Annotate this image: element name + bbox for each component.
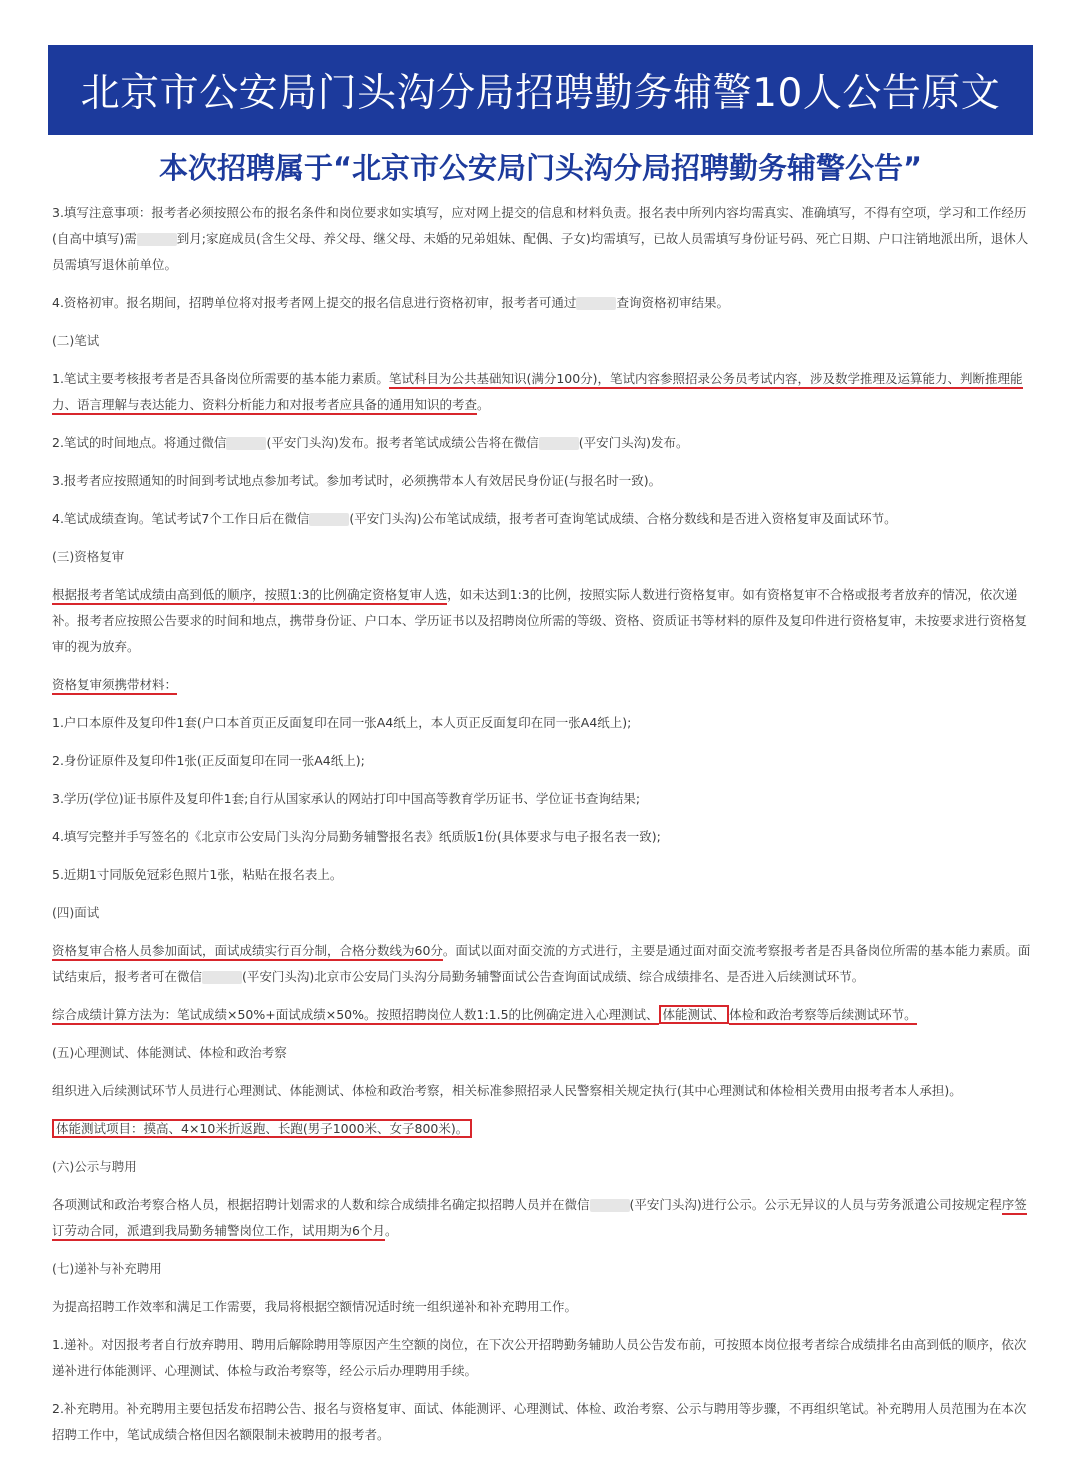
paragraph-supplement-0: 为提高招聘工作效率和满足工作需要，我局将根据空额情况适时统一组织递补和补充聘用工作。	[52, 1299, 578, 1314]
highlighted-text: 体检和政治考察等后续测试环节。	[729, 1007, 917, 1025]
text-run: 。	[384, 1223, 398, 1238]
text-run: 2.笔试的时间地点。将通过微信	[52, 435, 227, 450]
paragraph-review-1	[52, 582, 1032, 660]
text-run: (平安门头沟)进行公示。公示无异议的人员与劳务派遣公司按规定程	[629, 1197, 1002, 1212]
section-heading-written: (二)笔试	[52, 333, 100, 348]
redacted-block	[590, 1199, 630, 1212]
highlighted-text: 综合成绩计算方法为：笔试成绩×50%+面试成绩×50%。按照招聘岗位人数1:1.5的比例确定进入心理测试、	[52, 1007, 659, 1025]
paragraph-written-3: 3.报考者应按照通知的时间到考试地点参加考试。参加考试时，必须携带本人有效居民身份证(与报名时一致)。	[52, 473, 662, 488]
boxed-text: 体能测试、	[659, 1005, 730, 1024]
text-run: 。面试以面对面交流的方式进行，主要是通过面对面交流考察报考者是否具备岗位所需的基本能力素质。面试结束后，报考者可在微信	[52, 943, 1031, 984]
highlighted-text: 根据报考者笔试成绩由高到低的顺序，按照1:3的比例确定资格复审人选	[52, 587, 447, 605]
redacted-block	[226, 437, 266, 450]
highlighted-text: 笔试科目为公共基础知识(满分100分)，笔试内容参照招录公务员考试内容，涉及数学推理及运算能力、判断推理能力、语言理解与表达能力、资料分析能力和对报考者应具备的通用知识的考查	[52, 371, 1023, 415]
highlighted-text: 资格复审须携带材料：	[52, 677, 177, 695]
paragraph-supplement-1: 1.递补。对因报考者自行放弃聘用、聘用后解除聘用等原因产生空额的岗位，在下次公开招聘勤务辅助人员公告发布前，可按照本岗位报考者综合成绩排名由高到低的顺序，依次递补进行体能测评、心理测试、体检与政治考察等，经公示后办理聘用手续。	[52, 1337, 1027, 1378]
text-run: 查询资格初审结果。	[616, 295, 729, 310]
text-run: ，如未达到1:3的比例，按照实际人数进行资格复审。如有资格复审不合格或报考者放弃的情况，依次递补。报考者应按照公告要求的时间和地点，携带身份证、户口本、学历证书以及招聘岗位所需的等级、资格、资质证书等材料的原件及复印件进行资格复审，未按要求进行资格复审的视为放弃。	[52, 587, 1028, 654]
text-run: 各项测试和政治考察合格人员，根据招聘计划需求的人数和综合成绩排名确定拟招聘人员并在微信	[52, 1197, 590, 1212]
text-run: (平安门头沟)北京市公安局门头沟分局勤务辅警面试公告查询面试成绩、综合成绩排名、是否进入后续测试环节。	[242, 969, 865, 984]
material-item-1: 1.户口本原件及复印件1套(户口本首页正反面复印在同一张A4纸上，本人页正反面复印在同一张A4纸上);	[52, 715, 632, 730]
text-run: 。	[477, 397, 490, 412]
paragraph-written-2	[52, 430, 1032, 456]
highlighted-text: 序签订劳动合同，派遣到我局勤务辅警岗位工作，试用期为6个月	[52, 1197, 1027, 1241]
material-item-2: 2.身份证原件及复印件1张(正反面复印在同一张A4纸上);	[52, 753, 365, 768]
text-run: (平安门头沟)公布笔试成绩，报考者可查询笔试成绩、合格分数线和是否进入资格复审及面试环节。	[349, 511, 897, 526]
text-run: (平安门头沟)发布。	[578, 435, 689, 450]
paragraph-tests-1: 组织进入后续测试环节人员进行心理测试、体能测试、体检和政治考察，相关标准参照招录人民警察相关规定执行(其中心理测试和体检相关费用由报考者本人承担)。	[52, 1083, 962, 1098]
subtitle: 本次招聘属于“北京市公安局门头沟分局招聘勤务辅警公告”	[158, 151, 923, 185]
material-item-3: 3.学历(学位)证书原件及复印件1套;自行从国家承认的网站打印中国高等教育学历证书、学位证书查询结果;	[52, 791, 641, 806]
section-heading-review: (三)资格复审	[52, 549, 125, 564]
redacted-block	[202, 971, 242, 984]
text-run: 1.笔试主要考核报考者是否具备岗位所需要的基本能力素质。	[52, 371, 389, 386]
highlighted-text: 资格复审合格人员参加面试，面试成绩实行百分制，合格分数线为60分	[52, 943, 443, 961]
text-run: 4.笔试成绩查询。笔试考试7个工作日后在微信	[52, 511, 310, 526]
material-item-5: 5.近期1寸同版免冠彩色照片1张，粘贴在报名表上。	[52, 867, 343, 882]
redacted-block	[137, 233, 177, 246]
page-title: 北京市公安局门头沟分局招聘勤务辅警10人公告原文	[80, 71, 1001, 116]
section-heading-supplement: (七)递补与补充聘用	[52, 1261, 162, 1276]
paragraph-supplement-2: 2.补充聘用。补充聘用主要包括发布招聘公告、报名与资格复审、面试、体能测评、心理测试、体检、政治考察、公示与聘用等步骤，不再组织笔试。补充聘用人员范围为在本次招聘工作中，笔试成绩合格但因名额限制未被聘用的报考者。	[52, 1401, 1027, 1442]
redacted-block	[539, 437, 579, 450]
material-item-4: 4.填写完整并手写签名的《北京市公安局门头沟分局勤务辅警报名表》纸质版1份(具体要求与电子报名表一致);	[52, 829, 661, 844]
paragraph-review-materials-label	[52, 672, 1032, 698]
section-heading-hire: (六)公示与聘用	[52, 1159, 137, 1174]
text-run: (平安门头沟)发布。报考者笔试成绩公告将在微信	[266, 435, 539, 450]
paragraph-tests-2	[52, 1116, 1032, 1142]
paragraph-hire-1	[52, 1192, 1032, 1244]
boxed-text: 体能测试项目：摸高、4×10米折返跑、长跑(男子1000米、女子800米)。	[52, 1119, 472, 1138]
paragraph-interview-2	[52, 1002, 1032, 1028]
text-run: 到月;家庭成员(含生父母、养父母、继父母、未婚的兄弟姐妹、配偶、子女)均需填写，已故人员需填写身份证号码、死亡日期、户口注销地派出所，退休人员需填写退休前单位。	[52, 231, 1029, 272]
text-run: 4.资格初审。报名期间，招聘单位将对报考者网上提交的报名信息进行资格初审，报考者可通过	[52, 295, 577, 310]
paragraph-written-4	[52, 506, 1032, 532]
text-run: 3.填写注意事项：报考者必须按照公布的报名条件和岗位要求如实填写，应对网上提交的信息和材料负责。报名表中所列内容均需真实、准确填写，不得有空项，学习和工作经历(自高中填写)需	[52, 205, 1027, 246]
paragraph-written-1	[52, 366, 1032, 418]
paragraph-fill-notes	[52, 200, 1032, 278]
redacted-block	[576, 297, 616, 310]
document-body	[52, 200, 1032, 1460]
title-banner	[48, 45, 1033, 135]
section-heading-interview: (四)面试	[52, 905, 100, 920]
section-heading-tests: (五)心理测试、体能测试、体检和政治考察	[52, 1045, 287, 1060]
paragraph-initial-check	[52, 290, 1032, 316]
paragraph-interview-1	[52, 938, 1032, 990]
redacted-block	[309, 513, 349, 526]
